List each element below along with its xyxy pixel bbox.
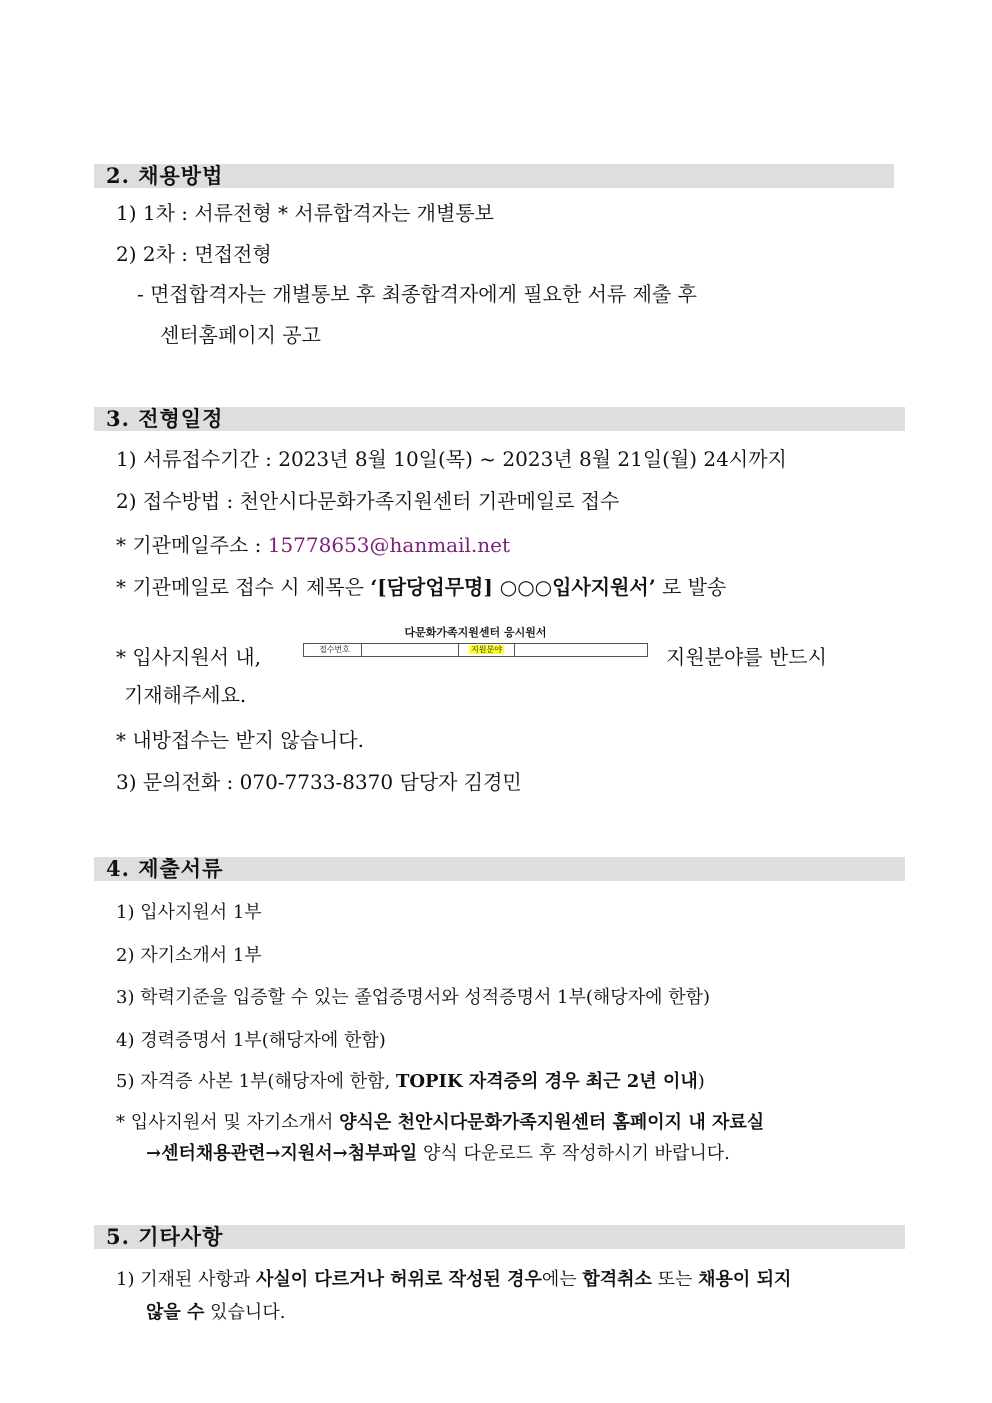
s2-line-1: 1) 1차 : 서류전형 * 서류합격자는 개별통보	[116, 201, 494, 225]
s4-line-2: 2) 자기소개서 1부	[116, 945, 262, 966]
subject-rule-text: * 기관메일로 접수 시 제목은	[116, 575, 371, 599]
s4-line-7	[146, 1140, 730, 1168]
s5-text-b2: 있습니다.	[204, 1302, 286, 1323]
s3-line-4	[116, 573, 726, 601]
topik-note: TOPIK 자격증의 경우 최근 2년 이내	[395, 1071, 698, 1092]
s5-bold-d: 합격취소	[582, 1269, 652, 1290]
s5-line-1	[116, 1266, 791, 1294]
s5-text-a: 1) 기재된 사항과	[116, 1269, 256, 1290]
s4-line-4: 4) 경력증명서 1부(해당자에 한함)	[116, 1030, 386, 1051]
s3-line-3	[116, 531, 510, 559]
s3-line-6: 기재해주세요.	[124, 683, 247, 707]
s4-line-1: 1) 입사지원서 1부	[116, 902, 262, 923]
s4-line-5-pre: 5) 자격증 사본 1부(해당자에 한함,	[116, 1071, 396, 1092]
form-cell-blank-2	[515, 644, 647, 656]
s2-line-4: 센터홈페이지 공고	[160, 323, 321, 347]
s4-line-7-post: 양식 다운로드 후 작성하시기 바랍니다.	[417, 1143, 730, 1164]
s5-line-2	[146, 1299, 285, 1327]
section-4-header: 4. 제출서류	[94, 857, 905, 881]
form-cell-blank	[362, 644, 459, 656]
mail-label: * 기관메일주소 :	[116, 533, 268, 557]
form-title: 다문화가족지원센터 응시원서	[404, 626, 547, 639]
s4-line-5-post: )	[697, 1071, 705, 1092]
s2-line-3: - 면접합격자는 개별통보 후 최종합격자에게 필요한 서류 제출 후	[137, 282, 697, 306]
s3-line-5-post: 지원분야를 반드시	[666, 645, 827, 669]
s5-text-e: 또는	[651, 1269, 699, 1290]
s3-line-8: 3) 문의전화 : 070-7733-8370 담당자 김경민	[116, 770, 522, 794]
section-5-header: 5. 기타사항	[94, 1225, 905, 1249]
s4-line-3: 3) 학력기준을 입증할 수 있는 졸업증명서와 성적증명서 1부(해당자에 한함)	[116, 987, 710, 1008]
form-cell-field	[459, 644, 515, 656]
s5-bold-a2: 않을 수	[146, 1302, 205, 1323]
s4-line-6	[116, 1109, 764, 1137]
s3-line-5-pre: * 입사지원서 내,	[116, 645, 261, 669]
s3-line-7: * 내방접수는 받지 않습니다.	[116, 728, 364, 752]
form-location-note: 양식은 천안시다문화가족지원센터 홈페이지 내 자료실	[339, 1112, 765, 1133]
section-3-header: 3. 전형일정	[94, 407, 905, 431]
section-2-header: 2. 채용방법	[94, 164, 894, 188]
s5-bold-f: 채용이 되지	[698, 1269, 792, 1290]
s5-bold-b: 사실이 다르거나 허위로 작성된 경우	[255, 1269, 542, 1290]
s5-text-c: 에는	[541, 1269, 583, 1290]
s2-line-2: 2) 2차 : 면접전형	[116, 242, 272, 266]
s4-line-5	[116, 1068, 705, 1096]
application-form-image	[303, 625, 648, 657]
download-path: →센터채용관련→지원서→첨부파일	[146, 1143, 418, 1164]
s3-line-1: 1) 서류접수기간 : 2023년 8월 10일(목) ~ 2023년 8월 21일(월) 24시까지	[116, 447, 787, 471]
s3-line-2: 2) 접수방법 : 천안시다문화가족지원센터 기관메일로 접수	[116, 489, 620, 513]
email-address: 15778653@hanmail.net	[267, 533, 511, 557]
form-cell-number: 접수번호	[304, 644, 362, 656]
form-row	[303, 643, 648, 657]
subject-format: ‘[담당업무명] ○○○입사지원서’	[370, 575, 656, 599]
subject-rule-end: 로 발송	[655, 575, 727, 599]
s4-line-6-pre: * 입사지원서 및 자기소개서	[116, 1112, 340, 1133]
form-field-highlight: 지원분야	[471, 645, 502, 654]
